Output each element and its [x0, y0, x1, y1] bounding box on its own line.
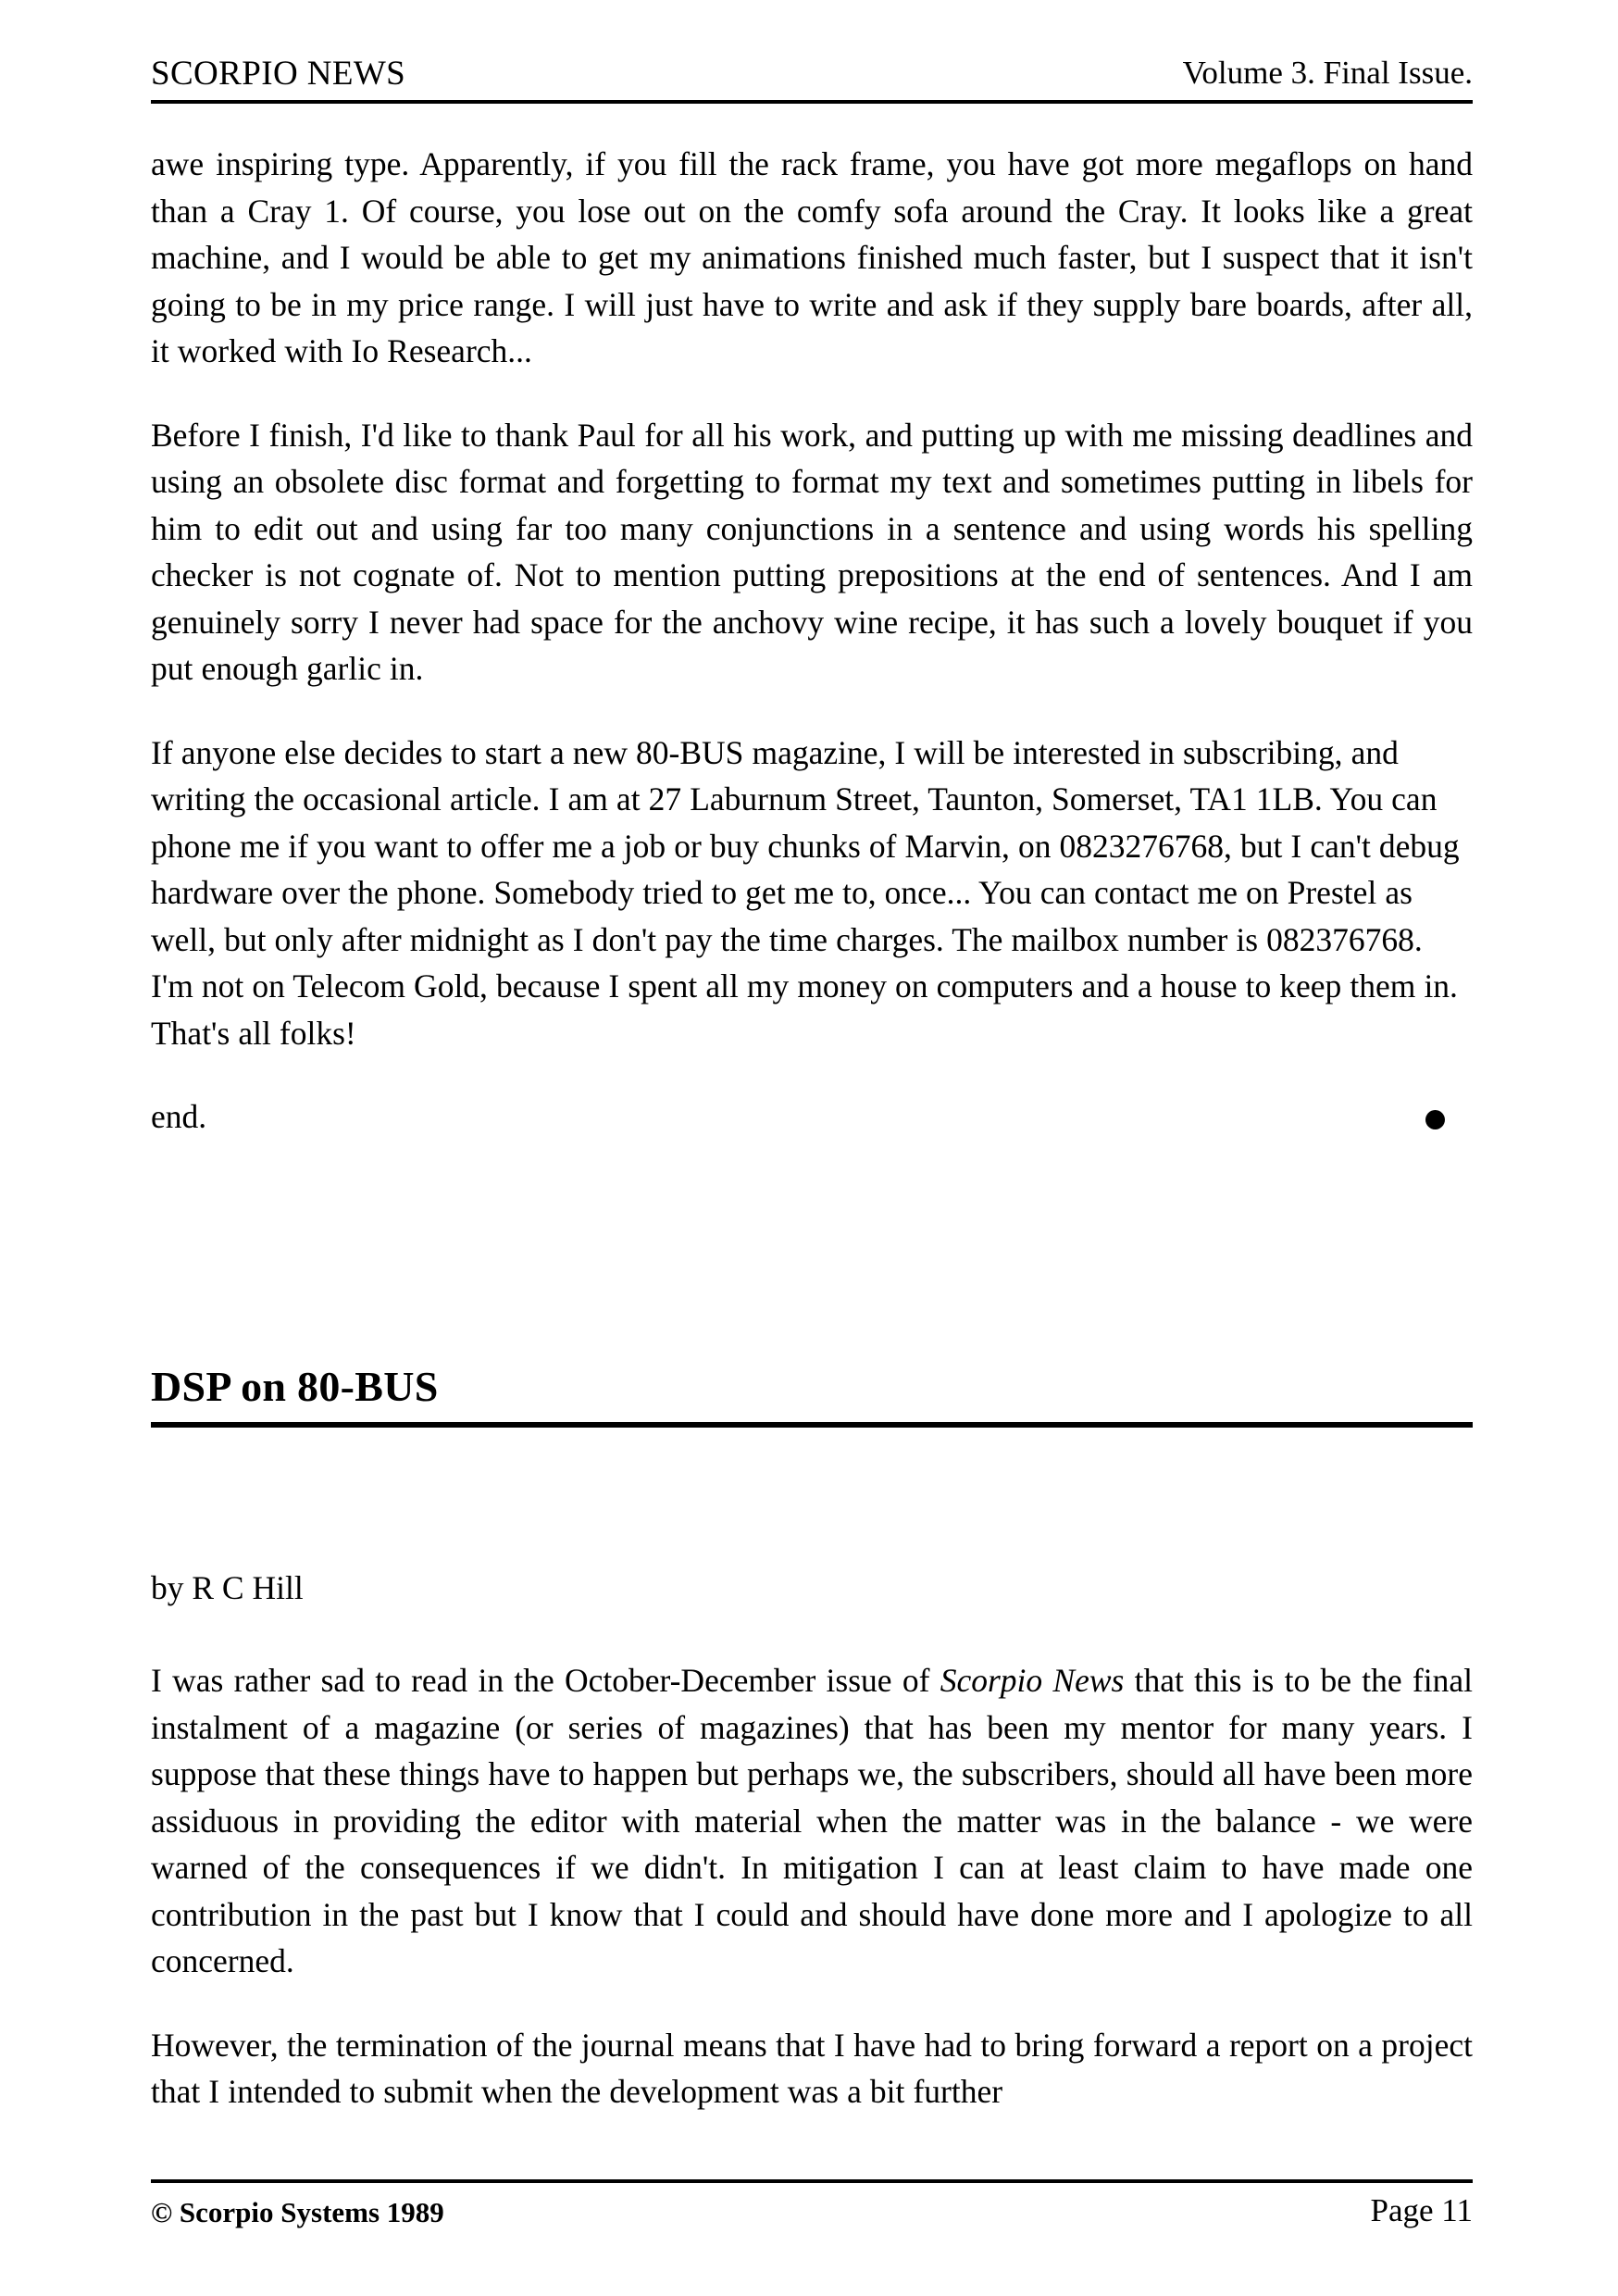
copyright-notice: © Scorpio Systems 1989 [151, 2196, 444, 2228]
paragraph: If anyone else decides to start a new 80-BUS magazine, I will be interested in subscribing, and writing the occasional article. I am at 27 Laburnum Street, Taunton, Somerset, TA1 1LB. You can phone me if you want to offer me a job or buy chunks of Marvin, on 0823276768, but I can't debug hardware over the phone. Somebody tried to get me to, once... You can contact me on Prestel as well, but only after midnight as I don't pay the time charges. The mailbox number is 082376768. I'm not on Telecom Gold, because I spent all my money on computers and a house to keep them in. That's all folks! [151, 733, 1460, 1052]
issue-label: Volume 3. Final Issue. [1182, 55, 1473, 91]
publication-title: SCORPIO NEWS [151, 55, 406, 93]
article-heading-block [151, 1361, 1473, 1428]
footer-rule [151, 2179, 1473, 2183]
magazine-name-italic: Scorpio News [940, 1662, 1125, 1699]
end-of-article-dot-icon [1425, 1110, 1445, 1129]
article-title-rule [151, 1422, 1473, 1428]
article-byline: by R C Hill [151, 1569, 304, 1606]
paragraph: Before I finish, I'd like to thank Paul for all his work, and putting up with me missing deadlines and using an obsolete disc format and forgetting to format my text and sometimes putting in libels for him to edit out and using far too many conjunctions in a sentence and using words his spelling checker is not cognate of. Not to mention putting prepositions at the end of sentences. And I am genuinely sorry I never had space for the anchovy wine recipe, it has such a lovely bouquet if you put enough garlic in. [151, 416, 1473, 687]
page-content-area [151, 0, 1473, 2296]
end-marker-line [151, 1093, 1473, 1142]
paragraph-text-tail: that this is to be the final instalment of a magazine (or series of magazines) that has been my mentor for many years. I suppose that these things have to happen but perhaps we, the subscribers, should all have been more assiduous in providing the editor with material when the matter was in the balance - we were warned of the consequences if we didn't. In mitigation I can at least claim to have made one contribution in the past but I know that I could and should have done more and I apologize to all concerned. [151, 1662, 1473, 1979]
end-marker-label: end. [151, 1098, 207, 1135]
paragraph [151, 1657, 1473, 1985]
article-title: DSP on 80-BUS [151, 1363, 439, 1410]
continued-article-body [151, 141, 1473, 1142]
page-number: Page 11 [1370, 2192, 1473, 2228]
page-footer [151, 2192, 1473, 2242]
paragraph-text-lead: I was rather sad to read in the October-December issue of [151, 1662, 940, 1699]
paragraph: awe inspiring type. Apparently, if you fill the rack frame, you have got more megaflops on hand than a Cray 1. Of course, you lose out on the comfy sofa around the Cray. It looks like a great machine, and I would be able to get my animations finished much faster, but I suspect that it isn't going to be in my price range. I will just have to write and ask if they supply bare boards, after all, it worked with Io Research... [151, 145, 1473, 369]
header-rule [151, 100, 1473, 104]
new-article-body [151, 1657, 1473, 2152]
running-head [151, 54, 1473, 96]
paragraph: However, the termination of the journal means that I have had to bring forward a report on a project that I intended to submit when the development was a bit further [151, 2026, 1473, 2110]
